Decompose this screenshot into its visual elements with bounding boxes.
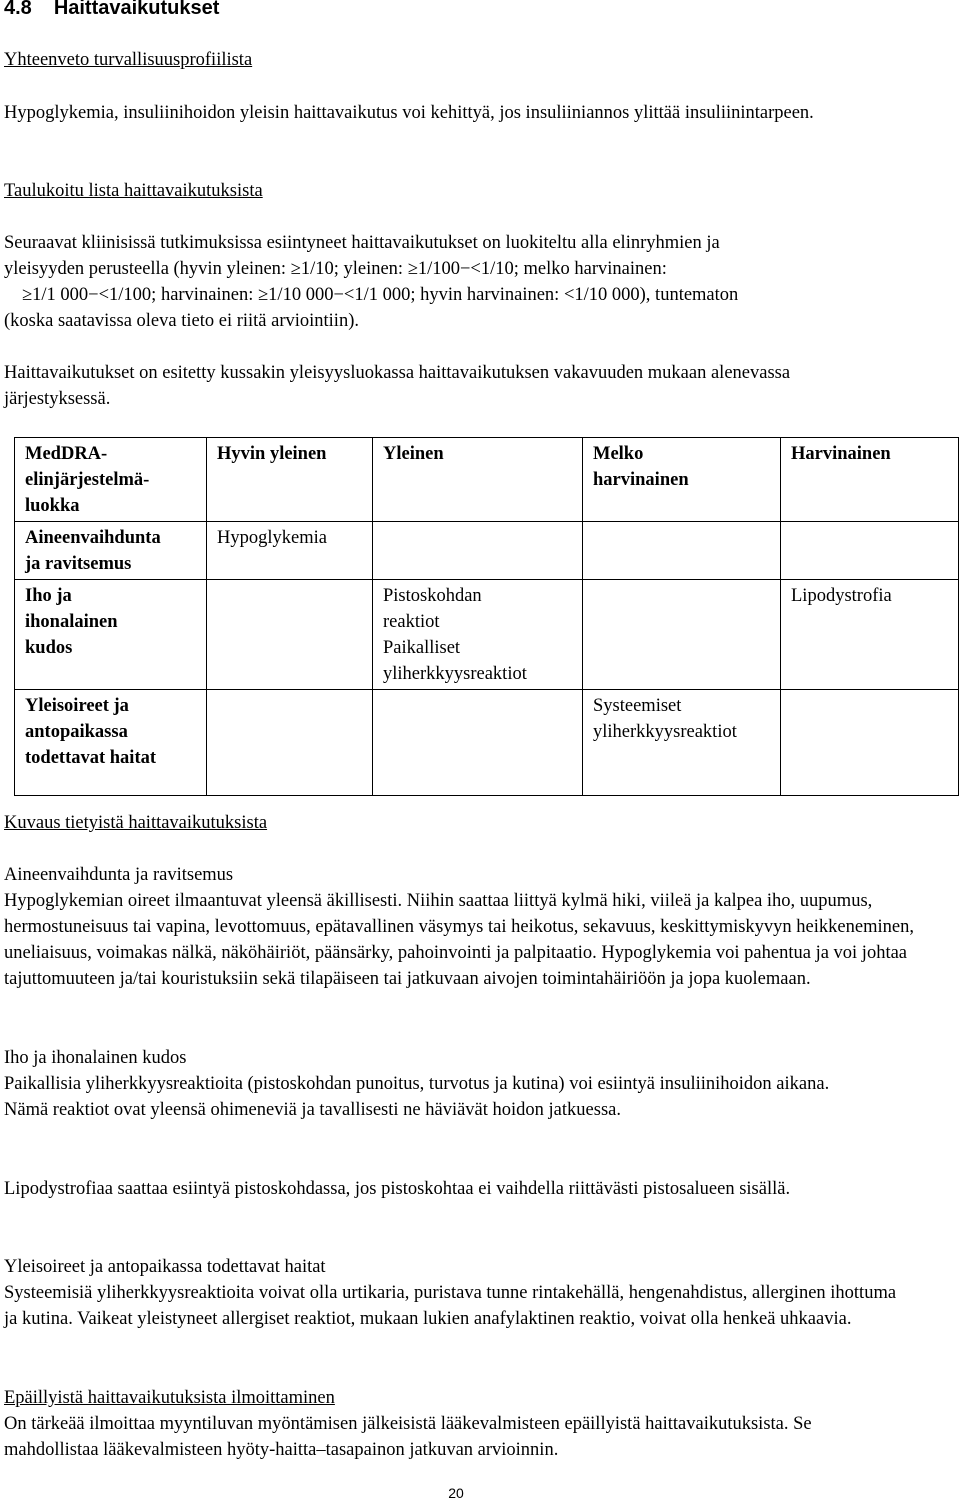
summary-heading: Yhteenveto turvallisuusprofiilista xyxy=(4,50,253,70)
intro-line-1: Seuraavat kliinisissä tutkimuksissa esiintyneet haittavaikutukset on luokiteltu alla elinryhmien ja xyxy=(4,233,720,253)
metabolism-heading: Aineenvaihdunta ja ravitsemus xyxy=(4,865,234,885)
uncommon-cell xyxy=(583,580,781,690)
intro-line-4: (koska saatavissa oleva tieto ei riitä arviointiin). xyxy=(4,311,359,331)
common-cell: Pistoskohdan reaktiot Paikalliset yliherkkyysreaktiot xyxy=(373,580,583,690)
organ-class-cell: Yleisoireet ja antopaikassa todettavat haitat xyxy=(15,690,207,796)
skin-heading: Iho ja ihonalainen kudos xyxy=(4,1048,187,1068)
section-number: 4.8 xyxy=(4,0,32,19)
intro-line-3: ≥1/1 000−<1/100; harvinainen: ≥1/10 000−<1/1 000; hyvin harvinainen: <1/10 000), tuntematon xyxy=(22,285,739,305)
frequency-intro xyxy=(4,230,954,334)
uncommon-cell: Systeemiset yliherkkyysreaktiot xyxy=(583,690,781,796)
reporting-heading: Epäillyistä haittavaikutuksista ilmoittaminen xyxy=(4,1388,335,1408)
summary-text: Hypoglykemia, insuliinihoidon yleisin haittavaikutus voi kehittyä, jos insuliiniannos ylittää insuliinintarpeen. xyxy=(4,103,814,123)
common-cell xyxy=(373,522,583,580)
table-row xyxy=(15,522,959,580)
general-heading: Yleisoireet ja antopaikassa todettavat haitat xyxy=(4,1257,326,1277)
common-cell xyxy=(373,690,583,796)
metabolism-text: Hypoglykemian oireet ilmaantuvat yleensä äkillisesti. Niihin saattaa liittyä kylmä hiki, viileä ja kalpea iho, uupumus, hermostuneisuus tai vapina, levottomuus, epätavallinen väsymys tai heikotus, sekavuus, keskittymiskyvyn heikkeneminen, uneliaisuus, voimakas nälkä, näköhäiriöt, päänsärky, pahoinvointi ja palpitaatio. Hypoglykemia voi pahentua ja voi johtaa tajuttomuuteen ja/tai kouristuksiin sekä tilapäiseen tai jatkuvaan aivojen toimintahäiriöön ja jopa kuolemaan. xyxy=(4,891,914,989)
section-title: Haittavaikutukset xyxy=(53,0,220,19)
table-row xyxy=(15,690,959,796)
very-common-cell xyxy=(207,690,373,796)
organ-class-cell: Iho ja ihonalainen kudos xyxy=(15,580,207,690)
lipodystrophy-text: Lipodystrofiaa saattaa esiintyä pistoskohdassa, jos pistoskohtaa ei vaihdella riittävästi pistosalueen sisällä. xyxy=(4,1179,791,1199)
header-rare: Harvinainen xyxy=(781,438,959,522)
skin-text: Paikallisia yliherkkyysreaktioita (pistoskohdan punoitus, turvotus ja kutina) voi esiintyä insuliinihoidon aikana. Nämä reaktiot ovat yleensä ohimeneviä ja tavallisesti ne häviävät hoidon jatkuessa. xyxy=(4,1074,830,1120)
table-header-row xyxy=(15,438,959,522)
page-number: 20 xyxy=(448,1485,464,1501)
rare-cell xyxy=(781,690,959,796)
adverse-reactions-table xyxy=(14,437,959,796)
rare-cell: Lipodystrofia xyxy=(781,580,959,690)
description-heading: Kuvaus tietyistä haittavaikutuksista xyxy=(4,813,268,833)
header-uncommon: Melko harvinainen xyxy=(583,438,781,522)
organ-class-cell: Aineenvaihdunta ja ravitsemus xyxy=(15,522,207,580)
uncommon-cell xyxy=(583,522,781,580)
header-very-common: Hyvin yleinen xyxy=(207,438,373,522)
section-heading xyxy=(4,0,954,21)
very-common-cell: Hypoglykemia xyxy=(207,522,373,580)
very-common-cell xyxy=(207,580,373,690)
intro-line-2: yleisyyden perusteella (hyvin yleinen: ≥1/10; yleinen: ≥1/100−<1/10; melko harvinainen: xyxy=(4,259,667,279)
reporting-text: On tärkeää ilmoittaa myyntiluvan myöntämisen jälkeisistä lääkevalmisteen epäillyistä haittavaikutuksista. Se mahdollistaa lääkevalmisteen hyöty-haitta–tasapainon jatkuvan arvioinnin. xyxy=(4,1414,812,1460)
table-row xyxy=(15,580,959,690)
header-common: Yleinen xyxy=(373,438,583,522)
general-text: Systeemisiä yliherkkyysreaktioita voivat olla urtikaria, puristava tunne rintakehällä, hengenahdistus, allerginen ihottuma ja kutina. Vaikeat yleistyneet allergiset reaktiot, mukaan lukien anafylaktinen reaktio, voivat olla henkeä uhkaavia. xyxy=(4,1283,897,1329)
tabulated-heading: Taulukoitu lista haittavaikutuksista xyxy=(4,181,263,201)
rare-cell xyxy=(781,522,959,580)
header-organ-class: MedDRA- elinjärjestelmä- luokka xyxy=(15,438,207,522)
order-text: Haittavaikutukset on esitetty kussakin yleisyysluokassa haittavaikutuksen vakavuuden mukaan alenevassa järjestyksessä. xyxy=(4,363,791,409)
